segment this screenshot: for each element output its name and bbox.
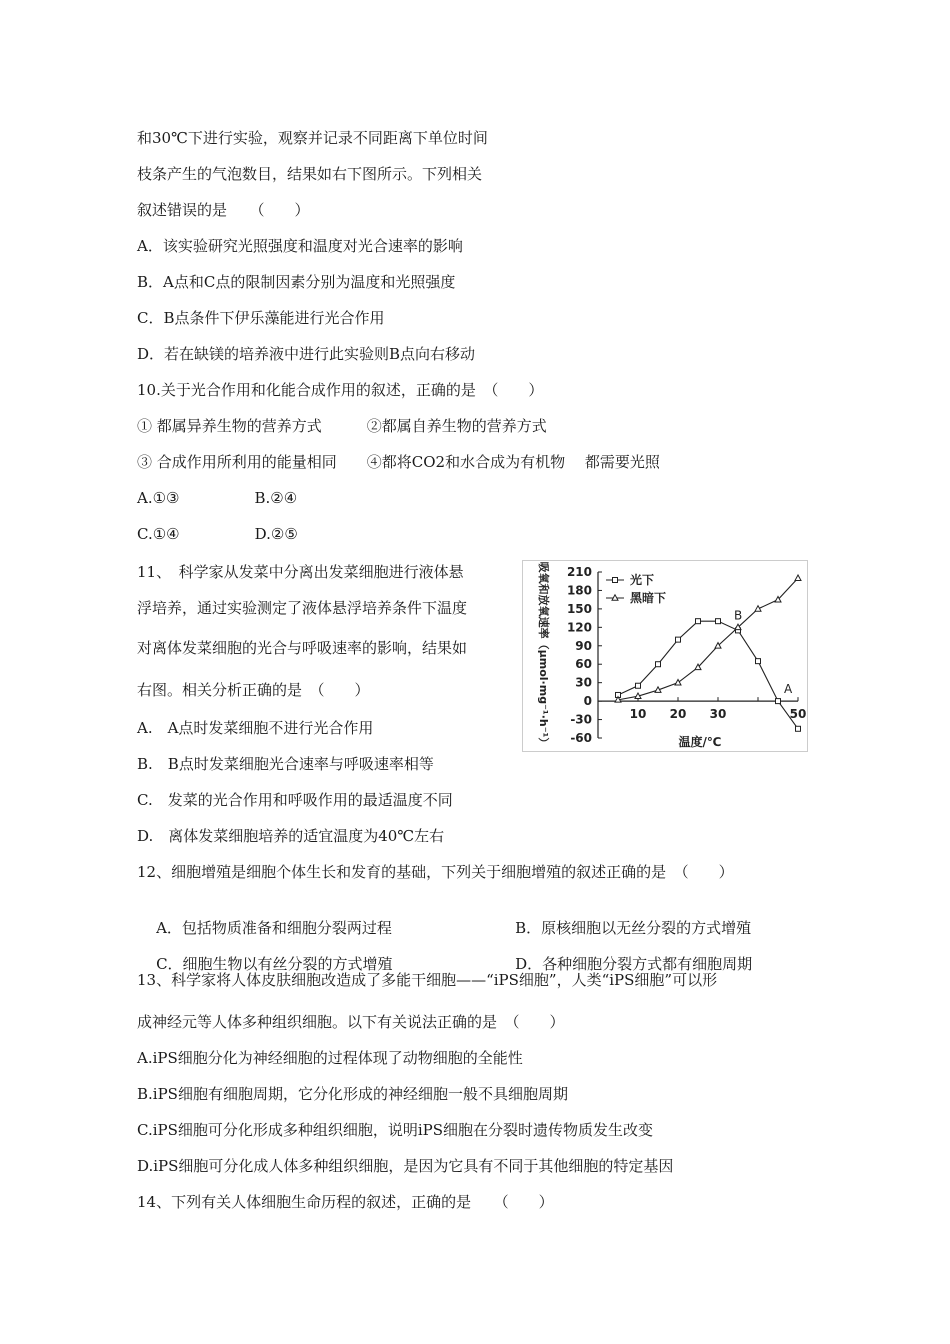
data-point-light bbox=[796, 726, 801, 731]
y-tick-label: 0 bbox=[583, 694, 592, 709]
statement-line: ① 都属异养生物的营养方式 ②都属自养生物的营养方式 bbox=[137, 417, 547, 435]
data-point-dark bbox=[675, 679, 681, 685]
point-label-a: A bbox=[784, 682, 793, 697]
temperature-rate-chart bbox=[522, 560, 808, 752]
question-10: 10.关于光合作用和化能合成作用的叙述，正确的是 （ ） bbox=[137, 381, 544, 399]
y-tick-label: 210 bbox=[566, 565, 592, 579]
point-label-b: B bbox=[734, 608, 743, 623]
option-a: A．包括物质准备和细胞分裂两过程 bbox=[156, 919, 392, 937]
data-point-light bbox=[636, 683, 641, 688]
question-13: 13、科学家将人体皮肤细胞改造成了多能干细胞——“iPS细胞”，人类“iPS细胞”可以形 bbox=[137, 971, 718, 989]
option-line: A.①③ B.②④ bbox=[137, 489, 298, 507]
x-tick-label: 20 bbox=[669, 707, 687, 722]
statement-line: ③ 合成作用所利用的能量相同 ④都将CO2和水合成为有机物 都需要光照 bbox=[137, 453, 660, 471]
legend-label-light: 光下 bbox=[630, 573, 655, 587]
data-point-light bbox=[716, 619, 721, 624]
option-line: A. A点时发菜细胞不进行光合作用 bbox=[137, 719, 374, 737]
question-11: 11、 科学家从发菜中分离出发菜细胞进行液体悬 bbox=[137, 563, 464, 581]
x-tick-label: 10 bbox=[629, 707, 647, 722]
y-tick-label: 150 bbox=[566, 601, 592, 616]
option-line: D. 离体发菜细胞培养的适宜温度为40℃左右 bbox=[137, 827, 445, 845]
text-line: 右图。相关分析正确的是 （ ） bbox=[137, 681, 370, 699]
data-point-light bbox=[656, 662, 661, 667]
option-line: C．B点条件下伊乐藻能进行光合作用 bbox=[137, 309, 385, 327]
option-line: B．A点和C点的限制因素分别为温度和光照强度 bbox=[137, 273, 456, 291]
chart-svg bbox=[522, 560, 808, 752]
option-line: C.iPS细胞可分化形成多种组织细胞，说明iPS细胞在分裂时遗传物质发生改变 bbox=[137, 1121, 654, 1139]
option-line: D.iPS细胞可分化成人体多种组织细胞，是因为它具有不同于其他细胞的特定基因 bbox=[137, 1157, 674, 1175]
y-axis-label: 吸氧和放氧速率（μmol·mg⁻¹·h⁻¹） bbox=[537, 561, 550, 749]
y-tick-label: 180 bbox=[566, 583, 592, 598]
option-line: B.iPS细胞有细胞周期，它分化形成的神经细胞一般不具细胞周期 bbox=[137, 1085, 568, 1103]
option-d: D．各种细胞分裂方式都有细胞周期 bbox=[515, 955, 753, 973]
legend-label-dark: 黑暗下 bbox=[630, 591, 667, 605]
option-line: B. B点时发菜细胞光合速率与呼吸速率相等 bbox=[137, 755, 434, 773]
x-tick-label: 30 bbox=[709, 707, 727, 722]
data-point-light bbox=[676, 637, 681, 642]
question-14: 14、下列有关人体细胞生命历程的叙述，正确的是 （ ） bbox=[137, 1193, 554, 1211]
data-point-light bbox=[696, 619, 701, 624]
data-point-dark bbox=[795, 575, 801, 581]
x-axis-label: 温度/℃ bbox=[678, 735, 722, 749]
option-line: C.①④ D.②⑤ bbox=[137, 525, 298, 543]
axes-layer bbox=[567, 565, 806, 745]
y-tick-label: -60 bbox=[570, 731, 592, 745]
y-tick-label: 90 bbox=[575, 638, 592, 653]
x-tick-label: 50 bbox=[789, 707, 807, 722]
option-b: B．原核细胞以无丝分裂的方式增殖 bbox=[515, 919, 752, 937]
text-line: 成神经元等人体多种组织细胞。以下有关说法正确的是 （ ） bbox=[137, 1013, 565, 1031]
text-line: 枝条产生的气泡数目，结果如右下图所示。下列相关 bbox=[137, 165, 483, 183]
y-tick-label: 30 bbox=[575, 675, 592, 690]
option-line: D．若在缺镁的培养液中进行此实验则B点向右移动 bbox=[137, 345, 476, 363]
legend-marker-light bbox=[613, 578, 618, 583]
y-tick-label: 60 bbox=[575, 657, 592, 672]
data-point-light bbox=[776, 699, 781, 704]
option-c: C．细胞生物以有丝分裂的方式增殖 bbox=[156, 955, 393, 973]
data-point-light bbox=[756, 659, 761, 664]
option-line: A．该实验研究光照强度和温度对光合速率的影响 bbox=[137, 237, 463, 255]
text-line: 对离体发菜细胞的光合与呼吸速率的影响，结果如 bbox=[137, 639, 468, 657]
text-line: 叙述错误的是 （ ） bbox=[137, 201, 310, 219]
text-line: 和30℃下进行实验，观察并记录不同距离下单位时间 bbox=[137, 129, 488, 147]
option-line: C. 发菜的光合作用和呼吸作用的最适温度不同 bbox=[137, 791, 453, 809]
option-line: A.iPS细胞分化为神经细胞的过程体现了动物细胞的全能性 bbox=[137, 1049, 523, 1067]
y-tick-label: 120 bbox=[566, 620, 592, 635]
y-tick-label: -30 bbox=[570, 712, 592, 727]
text-line: 浮培养，通过实验测定了液体悬浮培养条件下温度 bbox=[137, 599, 468, 617]
question-12: 12、细胞增殖是细胞个体生长和发育的基础，下列关于细胞增殖的叙述正确的是 （ ） bbox=[137, 863, 734, 881]
